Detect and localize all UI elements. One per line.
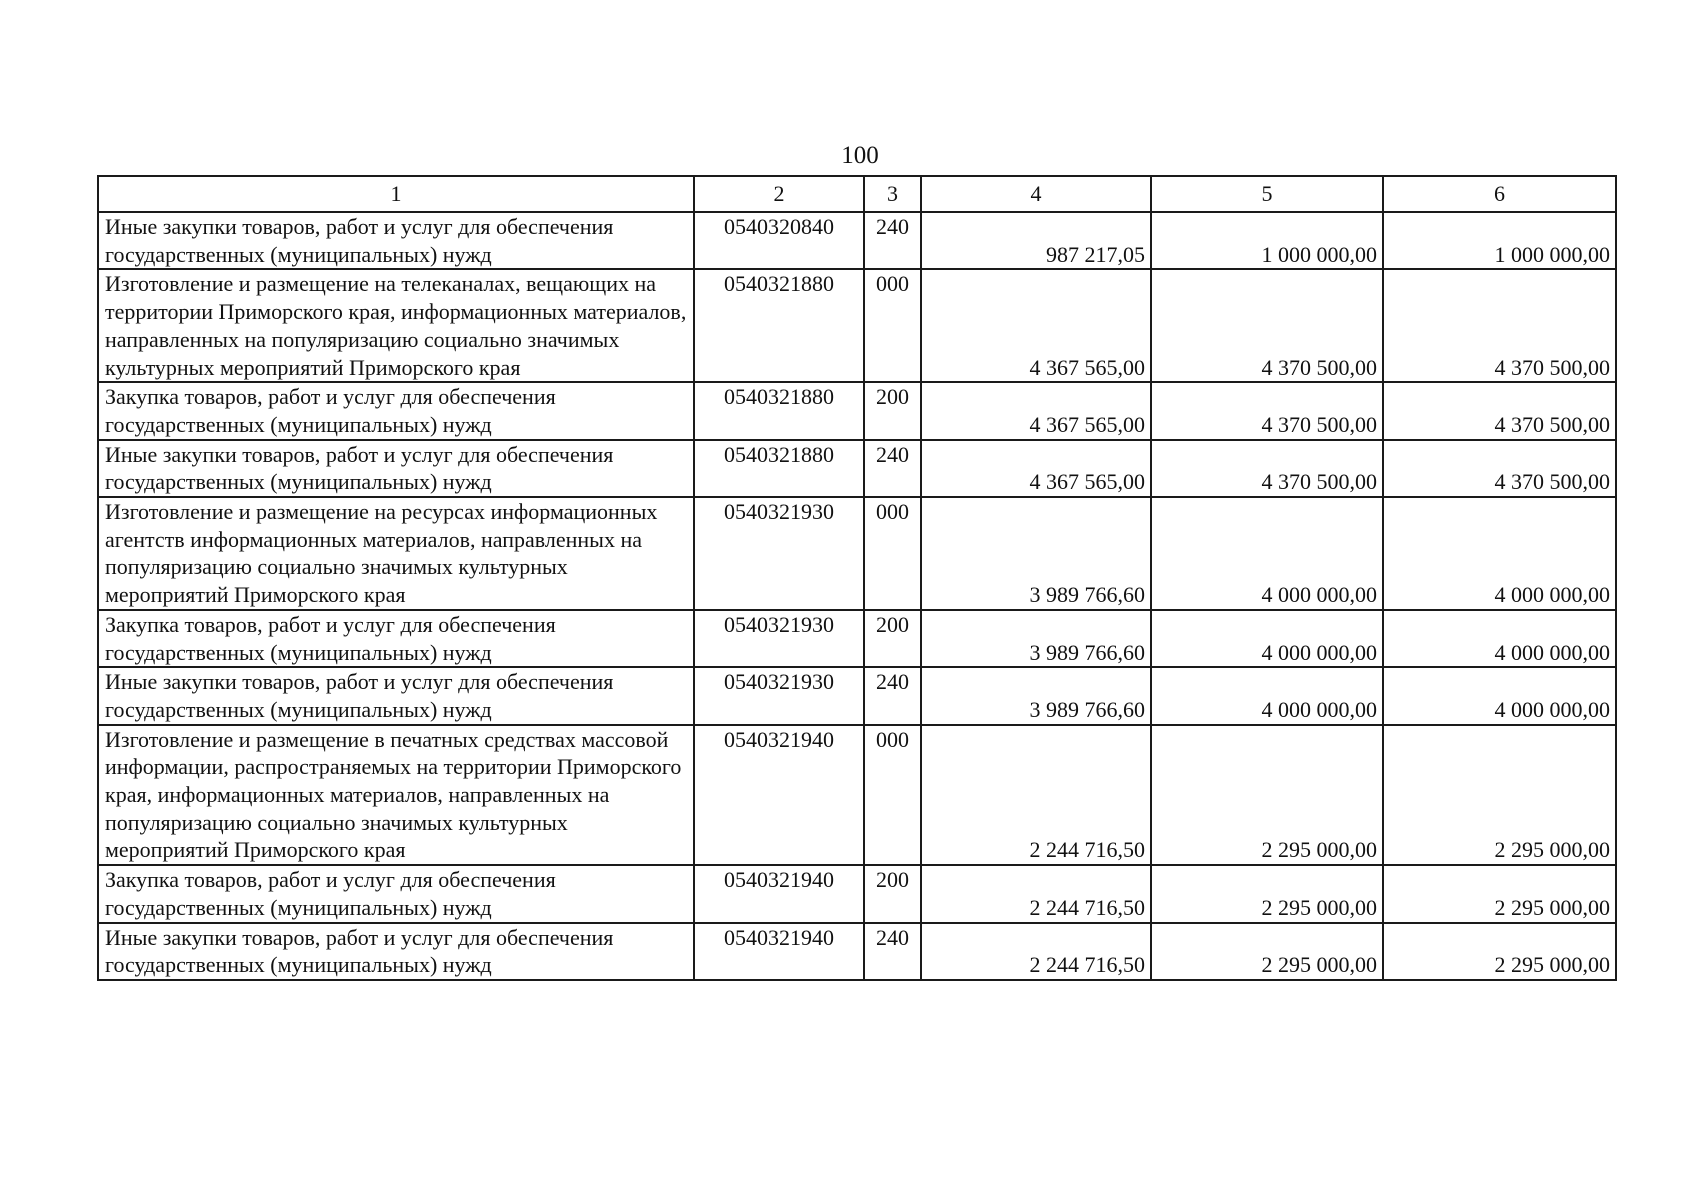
- column-header: 5: [1151, 176, 1383, 212]
- column-number-row: [98, 176, 1616, 212]
- amount-year-1-cell: 987 217,05: [921, 212, 1151, 269]
- table-row: [98, 440, 1616, 497]
- target-code-cell: 0540321930: [694, 667, 864, 724]
- expense-type-cell: 240: [864, 667, 921, 724]
- expense-name-cell: Иные закупки товаров, работ и услуг для обеспечения государственных (муниципальных) нужд: [98, 667, 694, 724]
- amount-year-1-cell: 4 367 565,00: [921, 440, 1151, 497]
- target-code-cell: 0540320840: [694, 212, 864, 269]
- expense-type-cell: 000: [864, 497, 921, 610]
- page-number: 100: [841, 142, 879, 169]
- expense-name-cell: Изготовление и размещение на телеканалах, вещающих на территории Приморского края, информационных материалов, направленных на популяризацию социально значимых культурных мероприятий Приморского края: [98, 269, 694, 382]
- column-header: 6: [1383, 176, 1616, 212]
- expense-name-cell: Иные закупки товаров, работ и услуг для обеспечения государственных (муниципальных) нужд: [98, 212, 694, 269]
- target-code-cell: 0540321880: [694, 269, 864, 382]
- amount-year-3-cell: 4 000 000,00: [1383, 497, 1616, 610]
- amount-year-3-cell: 1 000 000,00: [1383, 212, 1616, 269]
- amount-year-1-cell: 2 244 716,50: [921, 865, 1151, 922]
- budget-table: [97, 175, 1617, 981]
- target-code-cell: 0540321940: [694, 923, 864, 980]
- table-row: [98, 497, 1616, 610]
- expense-name-cell: Иные закупки товаров, работ и услуг для обеспечения государственных (муниципальных) нужд: [98, 923, 694, 980]
- amount-year-2-cell: 4 370 500,00: [1151, 440, 1383, 497]
- expense-name-cell: Изготовление и размещение в печатных средствах массовой информации, распространяемых на территории Приморского края, информационных материалов, направленных на популяризацию социально значимых культурных мероприятий Приморского края: [98, 725, 694, 866]
- target-code-cell: 0540321930: [694, 610, 864, 667]
- table-row: [98, 667, 1616, 724]
- table-row: [98, 212, 1616, 269]
- expense-name-cell: Изготовление и размещение на ресурсах информационных агентств информационных материалов, направленных на популяризацию социально значимых культурных мероприятий Приморского края: [98, 497, 694, 610]
- amount-year-2-cell: 4 000 000,00: [1151, 610, 1383, 667]
- table-row: [98, 610, 1616, 667]
- amount-year-2-cell: 4 000 000,00: [1151, 667, 1383, 724]
- amount-year-3-cell: 4 370 500,00: [1383, 269, 1616, 382]
- expense-type-cell: 240: [864, 440, 921, 497]
- amount-year-1-cell: 3 989 766,60: [921, 610, 1151, 667]
- amount-year-2-cell: 4 000 000,00: [1151, 497, 1383, 610]
- amount-year-1-cell: 2 244 716,50: [921, 725, 1151, 866]
- expense-type-cell: 000: [864, 725, 921, 866]
- amount-year-3-cell: 4 000 000,00: [1383, 667, 1616, 724]
- amount-year-2-cell: 4 370 500,00: [1151, 382, 1383, 439]
- amount-year-2-cell: 2 295 000,00: [1151, 865, 1383, 922]
- amount-year-2-cell: 2 295 000,00: [1151, 725, 1383, 866]
- target-code-cell: 0540321940: [694, 725, 864, 866]
- expense-name-cell: Закупка товаров, работ и услуг для обеспечения государственных (муниципальных) нужд: [98, 382, 694, 439]
- amount-year-3-cell: 4 370 500,00: [1383, 382, 1616, 439]
- amount-year-3-cell: 4 000 000,00: [1383, 610, 1616, 667]
- expense-type-cell: 200: [864, 865, 921, 922]
- target-code-cell: 0540321940: [694, 865, 864, 922]
- table-row: [98, 382, 1616, 439]
- amount-year-1-cell: 3 989 766,60: [921, 497, 1151, 610]
- target-code-cell: 0540321880: [694, 440, 864, 497]
- amount-year-1-cell: 4 367 565,00: [921, 269, 1151, 382]
- column-header: 2: [694, 176, 864, 212]
- expense-type-cell: 000: [864, 269, 921, 382]
- amount-year-2-cell: 1 000 000,00: [1151, 212, 1383, 269]
- amount-year-3-cell: 2 295 000,00: [1383, 923, 1616, 980]
- expense-name-cell: Иные закупки товаров, работ и услуг для обеспечения государственных (муниципальных) нужд: [98, 440, 694, 497]
- table-row: [98, 725, 1616, 866]
- amount-year-1-cell: 4 367 565,00: [921, 382, 1151, 439]
- column-header: 4: [921, 176, 1151, 212]
- amount-year-3-cell: 2 295 000,00: [1383, 865, 1616, 922]
- expense-type-cell: 200: [864, 382, 921, 439]
- target-code-cell: 0540321930: [694, 497, 864, 610]
- amount-year-1-cell: 2 244 716,50: [921, 923, 1151, 980]
- amount-year-2-cell: 4 370 500,00: [1151, 269, 1383, 382]
- column-header: 3: [864, 176, 921, 212]
- expense-name-cell: Закупка товаров, работ и услуг для обеспечения государственных (муниципальных) нужд: [98, 865, 694, 922]
- expense-name-cell: Закупка товаров, работ и услуг для обеспечения государственных (муниципальных) нужд: [98, 610, 694, 667]
- expense-type-cell: 240: [864, 212, 921, 269]
- amount-year-3-cell: 4 370 500,00: [1383, 440, 1616, 497]
- expense-type-cell: 200: [864, 610, 921, 667]
- column-header: 1: [98, 176, 694, 212]
- amount-year-3-cell: 2 295 000,00: [1383, 725, 1616, 866]
- expense-type-cell: 240: [864, 923, 921, 980]
- table-row: [98, 923, 1616, 980]
- target-code-cell: 0540321880: [694, 382, 864, 439]
- table-row: [98, 865, 1616, 922]
- amount-year-2-cell: 2 295 000,00: [1151, 923, 1383, 980]
- amount-year-1-cell: 3 989 766,60: [921, 667, 1151, 724]
- table-row: [98, 269, 1616, 382]
